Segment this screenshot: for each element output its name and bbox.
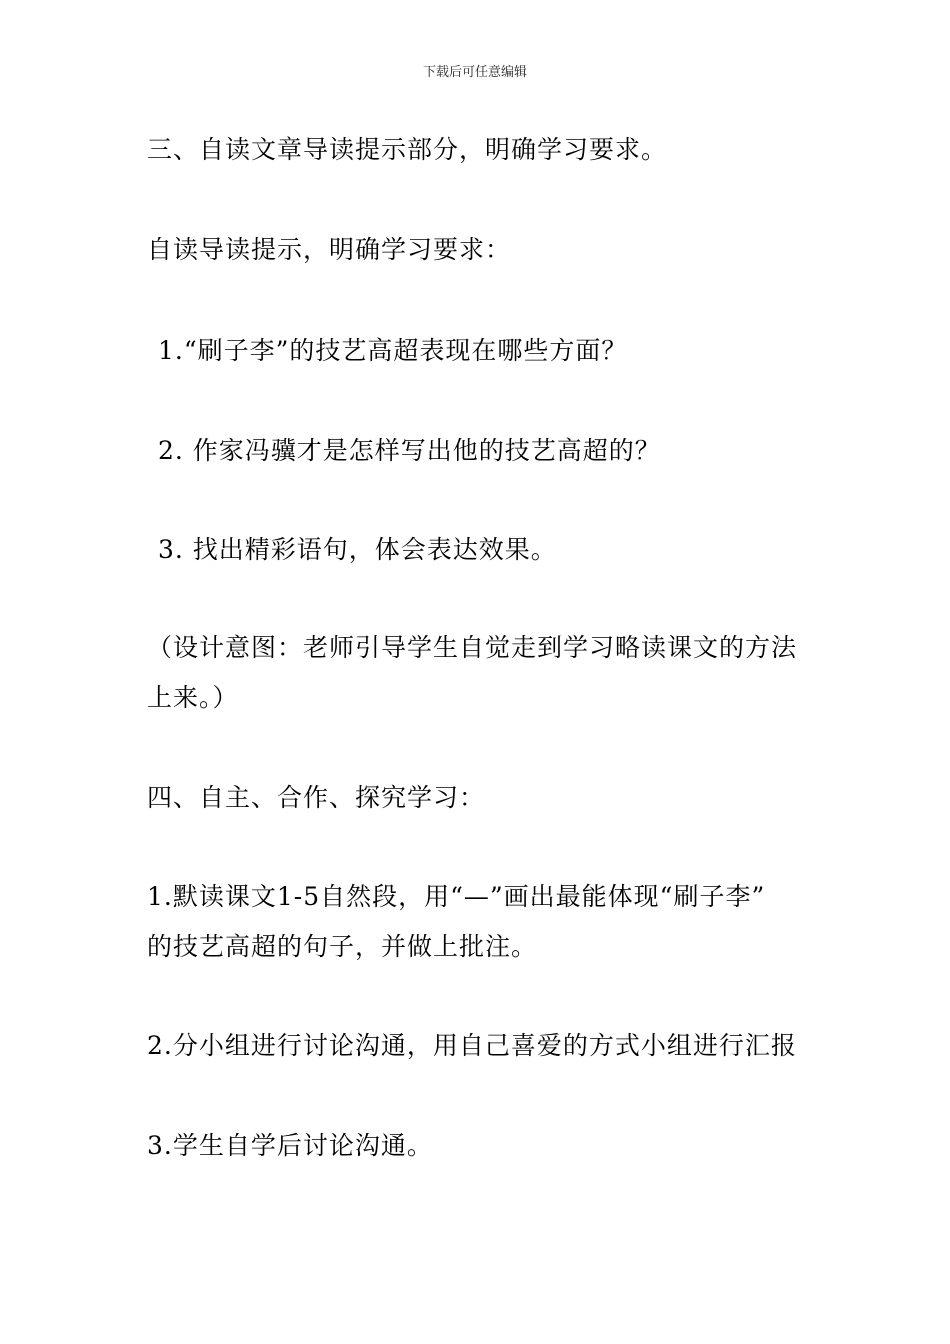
section-three-heading: 三、自读文章导读提示部分，明确学习要求。 [147, 135, 668, 164]
task-1-line-1: 1.默读课文1-5自然段，用“—”画出最能体现“刷子李” [147, 882, 766, 911]
page-header: 下载后可任意编辑 [422, 65, 527, 80]
reading-guide-intro: 自读导读提示，明确学习要求： [147, 235, 512, 264]
guide-question-3: 3. 找出精彩语句，体会表达效果。 [158, 535, 557, 564]
task-3: 3.学生自学后讨论沟通。 [147, 1131, 433, 1160]
task-1-line-2: 的技艺高超的句子，并做上批注。 [147, 932, 538, 961]
guide-question-2: 2. 作家冯骥才是怎样写出他的技艺高超的？ [158, 436, 661, 465]
section-four-heading: 四、自主、合作、探究学习： [147, 783, 486, 812]
design-intent-line-1: （设计意图：老师引导学生自觉走到学习略读课文的方法 [147, 633, 798, 662]
design-intent-line-2: 上来。） [147, 683, 239, 712]
task-2: 2.分小组进行讨论沟通，用自己喜爱的方式小组进行汇报 [147, 1031, 797, 1060]
guide-question-1: 1.“刷子李”的技艺高超表现在哪些方面？ [158, 336, 628, 365]
